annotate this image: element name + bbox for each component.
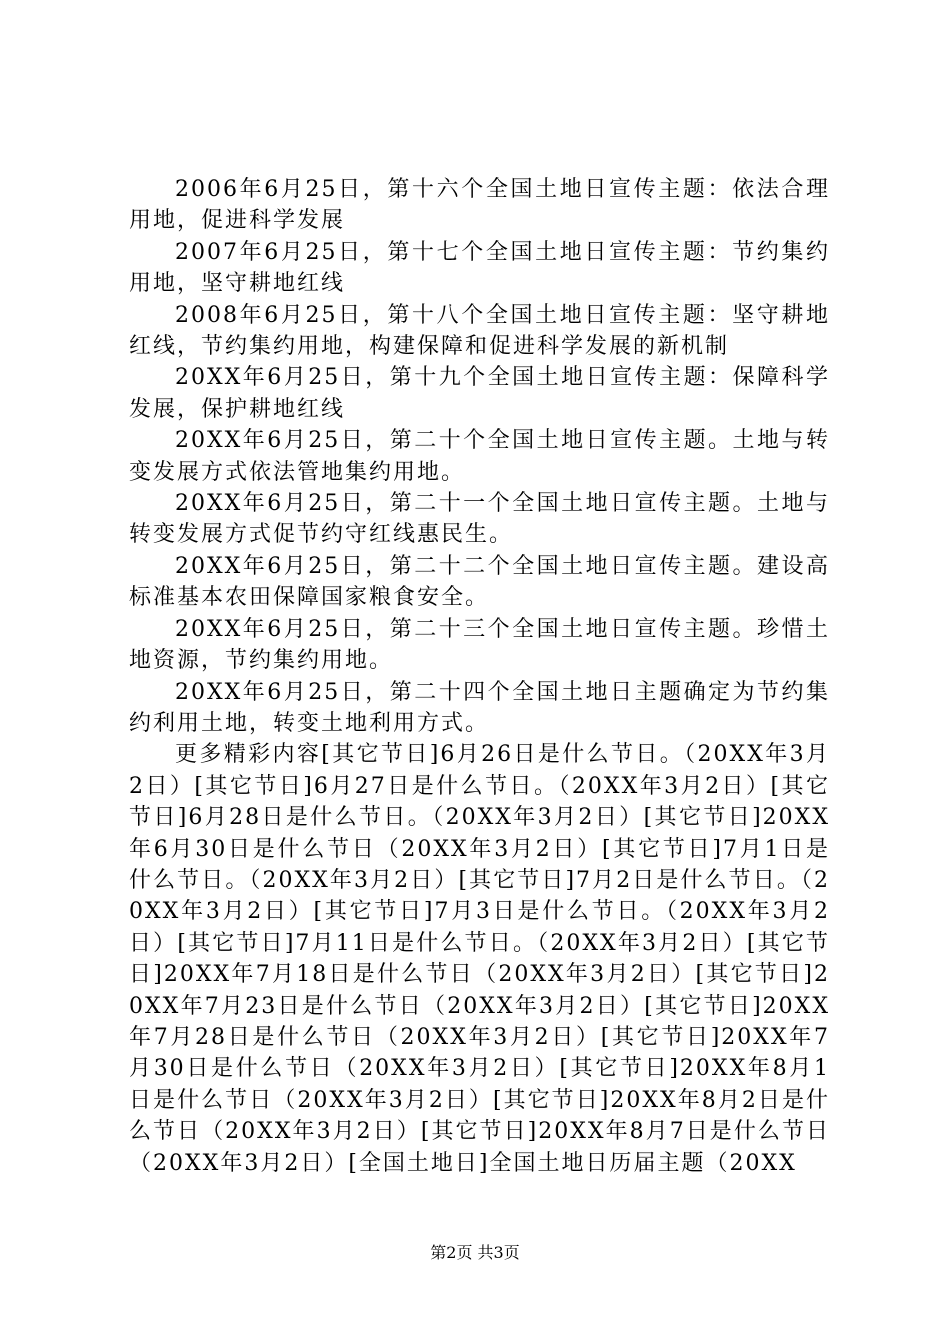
paragraph-more-content: 更多精彩内容[其它节日]6月26日是什么节日。（20XX年3月2日）[其它节日]6月27日是什么节日。（20XX年3月2日）[其它节日]6月28日是什么节日。（20XX年3月2日）[其它节日]20XX年6月30日是什么节日（20XX年3月2日）[其它节日]7月1日是什么节日。（20XX年3月2日）[其它节日]7月2日是什么节日。（20XX年3月2日）[其它节日]7月3日是什么节日。（20XX年3月2日）[其它节日]7月11日是什么节日。（20XX年3月2日）[其它节日]20XX年7月18日是什么节日（20XX年3月2日）[其它节日]20XX年7月23日是什么节日（20XX年3月2日）[其它节日]20XX年7月28日是什么节日（20XX年3月2日）[其它节日]20XX年7月30日是什么节日（20XX年3月2日）[其它节日]20XX年8月1日是什么节日（20XX年3月2日）[其它节日]20XX年8月2日是什么节日（20XX年3月2日）[其它节日]20XX年8月7日是什么节日（20XX年3月2日）[全国土地日]全国土地日历届主题（20XX (129, 742, 830, 1176)
paragraph-2006: 2006年6月25日，第十六个全国土地日宣传主题：依法合理用地，促进科学发展 (129, 177, 830, 234)
page-number: 第2页 共3页 (430, 1243, 520, 1262)
paragraph-2007: 2007年6月25日，第十七个全国土地日宣传主题：节约集约用地，坚守耕地红线 (129, 239, 830, 297)
paragraph-2008: 2008年6月25日，第十八个全国土地日宣传主题：坚守耕地红线，节约集约用地，构建保障和促进科学发展的新机制 (129, 302, 830, 360)
document-body (129, 174, 830, 1179)
paragraph-24th: 20XX年6月25日，第二十四个全国土地日主题确定为节约集约利用土地，转变土地利用方式。 (129, 679, 830, 736)
paragraph-20th: 20XX年6月25日，第二十个全国土地日宣传主题。土地与转变发展方式依法管地集约用地。 (129, 428, 830, 485)
paragraph-22nd: 20XX年6月25日，第二十二个全国土地日宣传主题。建设高标准基本农田保障国家粮食安全。 (129, 553, 830, 611)
paragraph-19th: 20XX年6月25日，第十九个全国土地日宣传主题：保障科学发展，保护耕地红线 (129, 365, 830, 422)
paragraph-23rd: 20XX年6月25日，第二十三个全国土地日宣传主题。珍惜土地资源，节约集约用地。 (129, 616, 830, 674)
page-footer (0, 1242, 950, 1264)
paragraph-21st: 20XX年6月25日，第二十一个全国土地日宣传主题。土地与转变发展方式促节约守红线惠民生。 (129, 491, 830, 548)
